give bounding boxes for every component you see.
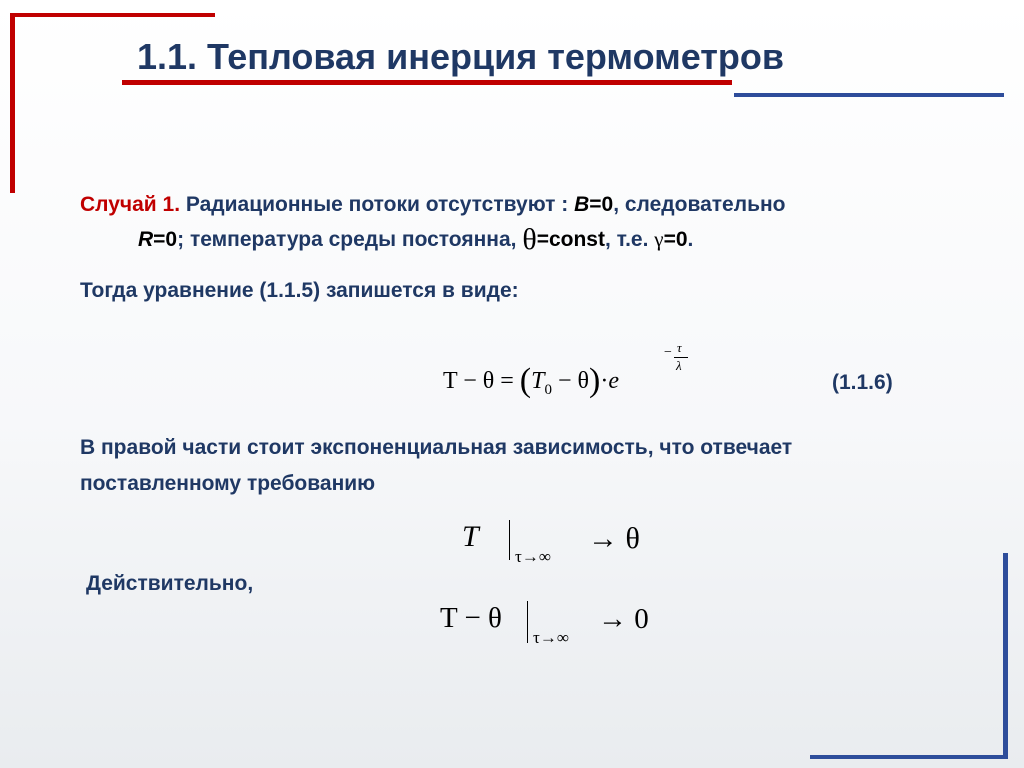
formula-2-limit: τ→∞ [515, 547, 551, 566]
slide-title: 1.1. Тепловая инерция термометров [137, 36, 784, 77]
right-part-text-line-1: В правой части стоит экспоненциальная зависимость, что отвечает [80, 436, 793, 459]
formula-exponent-tau: τ [677, 340, 682, 355]
formula-3-result: → 0 [598, 603, 649, 635]
blue-vertical-accent [1003, 553, 1008, 758]
formula-1-1-6: $T - \theta = (T_0 - \theta)\cdot e$ [443, 362, 619, 399]
right-part-text-line-2: поставленному требованию [80, 472, 376, 495]
red-vertical-accent [10, 13, 15, 193]
formula-exponent-minus: − [664, 345, 672, 360]
indeed-text: Действительно, [86, 572, 254, 595]
title-blue-underline-left [734, 93, 938, 97]
formula-limit-T: T [462, 520, 479, 553]
formula-2-eval-bar [509, 520, 510, 560]
theta-symbol: θ [522, 223, 537, 256]
case-line-2: R=0; температура среды постоянна, θ=const, т.е. γ=0. [138, 223, 694, 256]
gamma-symbol: γ [654, 227, 664, 251]
case-line-1: Случай 1. Радиационные потоки отсутствуют : B=0, следовательно [80, 193, 786, 216]
formula-3-eval-bar [527, 601, 528, 643]
then-text: Тогда уравнение (1.1.5) запишется в виде: [80, 279, 519, 302]
formula-limit-difference: T − θ [440, 602, 502, 634]
title-red-underline [122, 80, 732, 85]
formula-2-result: → θ [588, 522, 640, 555]
formula-exponent-lambda: λ [676, 358, 682, 373]
formula-number: (1.1.6) [832, 371, 893, 394]
title-blue-underline [937, 93, 1004, 97]
red-top-accent [10, 13, 215, 17]
blue-bottom-accent [810, 755, 1008, 759]
case-label: Случай 1. [80, 193, 181, 216]
formula-3-limit: τ→∞ [533, 628, 569, 647]
